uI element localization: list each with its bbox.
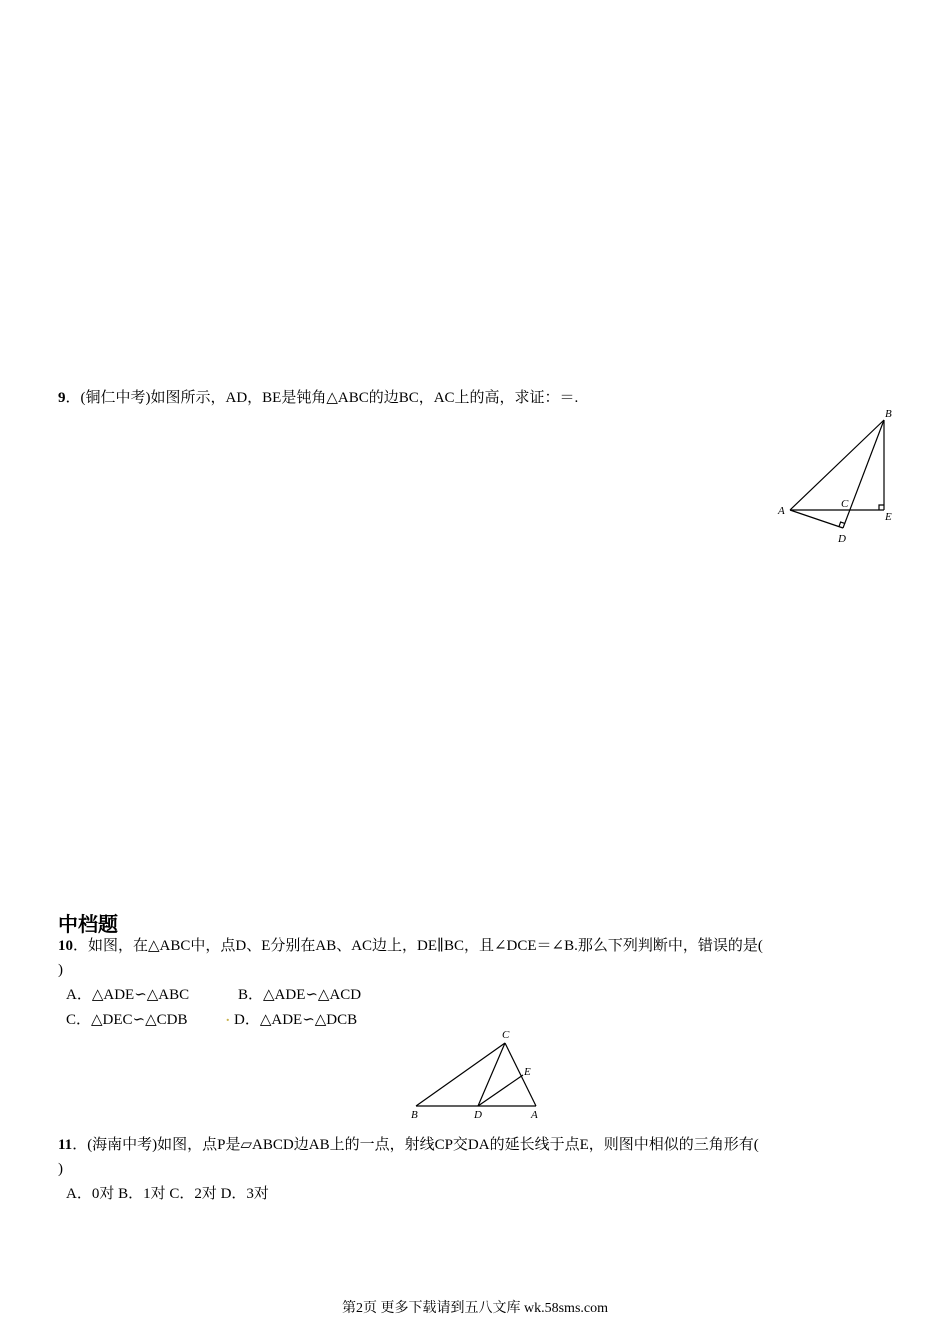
figure-q9-triangle [770,402,910,548]
question-11-options: A．0对 B．1对 C．2对 D．3对 [66,1186,269,1202]
segment-ab [790,420,884,510]
question-text: ．如图，在△ABC中，点D、E分别在AB、AC边上，DE∥BC，且∠DCE＝∠B.那么下列判断中，错误的是( [73,938,763,954]
segment-ad [790,510,843,528]
page-footer: 第2页 更多下载请到五八文库 wk.58sms.com [342,1301,608,1316]
label-d: D [474,1109,482,1121]
label-b: B [885,408,892,420]
label-d: D [838,533,846,545]
label-b: B [411,1109,418,1121]
question-text: ．(海南中考)如图，点P是▱ABCD边AB上的一点，射线CP交DA的延长线于点E，则图中相似的三角形有( [72,1137,759,1153]
question-11-line2: ) [58,1161,63,1177]
question-number: 10 [58,938,73,954]
section-title: 中档题 [58,914,118,936]
question-number: 9 [58,390,66,406]
question-text: ．(铜仁中考)如图所示，AD，BE是钝角△ABC的边BC，AC上的高，求证：＝. [65,390,579,406]
right-angle-e [879,505,884,510]
segment-ca [505,1043,536,1106]
label-a: A [778,505,785,517]
label-c: C [502,1029,510,1041]
stray-dot: . [226,1010,230,1025]
question-10-line2: ) [58,962,63,978]
question-9 [58,388,578,408]
option-d: D．△ADE∽△DCB [234,1012,358,1028]
option-c: C．△DEC∽△CDB [66,1012,188,1028]
label-e: E [524,1066,531,1078]
option-b: B．△ADE∽△ACD [238,987,362,1003]
option-a: A．△ADE∽△ABC [66,987,190,1003]
question-10-line1 [58,936,763,956]
question-number: 11 [58,1137,73,1153]
label-c: C [841,498,849,510]
label-a: A [531,1109,538,1121]
label-e: E [885,511,892,523]
segment-bd [843,420,884,528]
figure-q10-triangle [405,1026,555,1122]
question-11-line1 [58,1135,759,1155]
